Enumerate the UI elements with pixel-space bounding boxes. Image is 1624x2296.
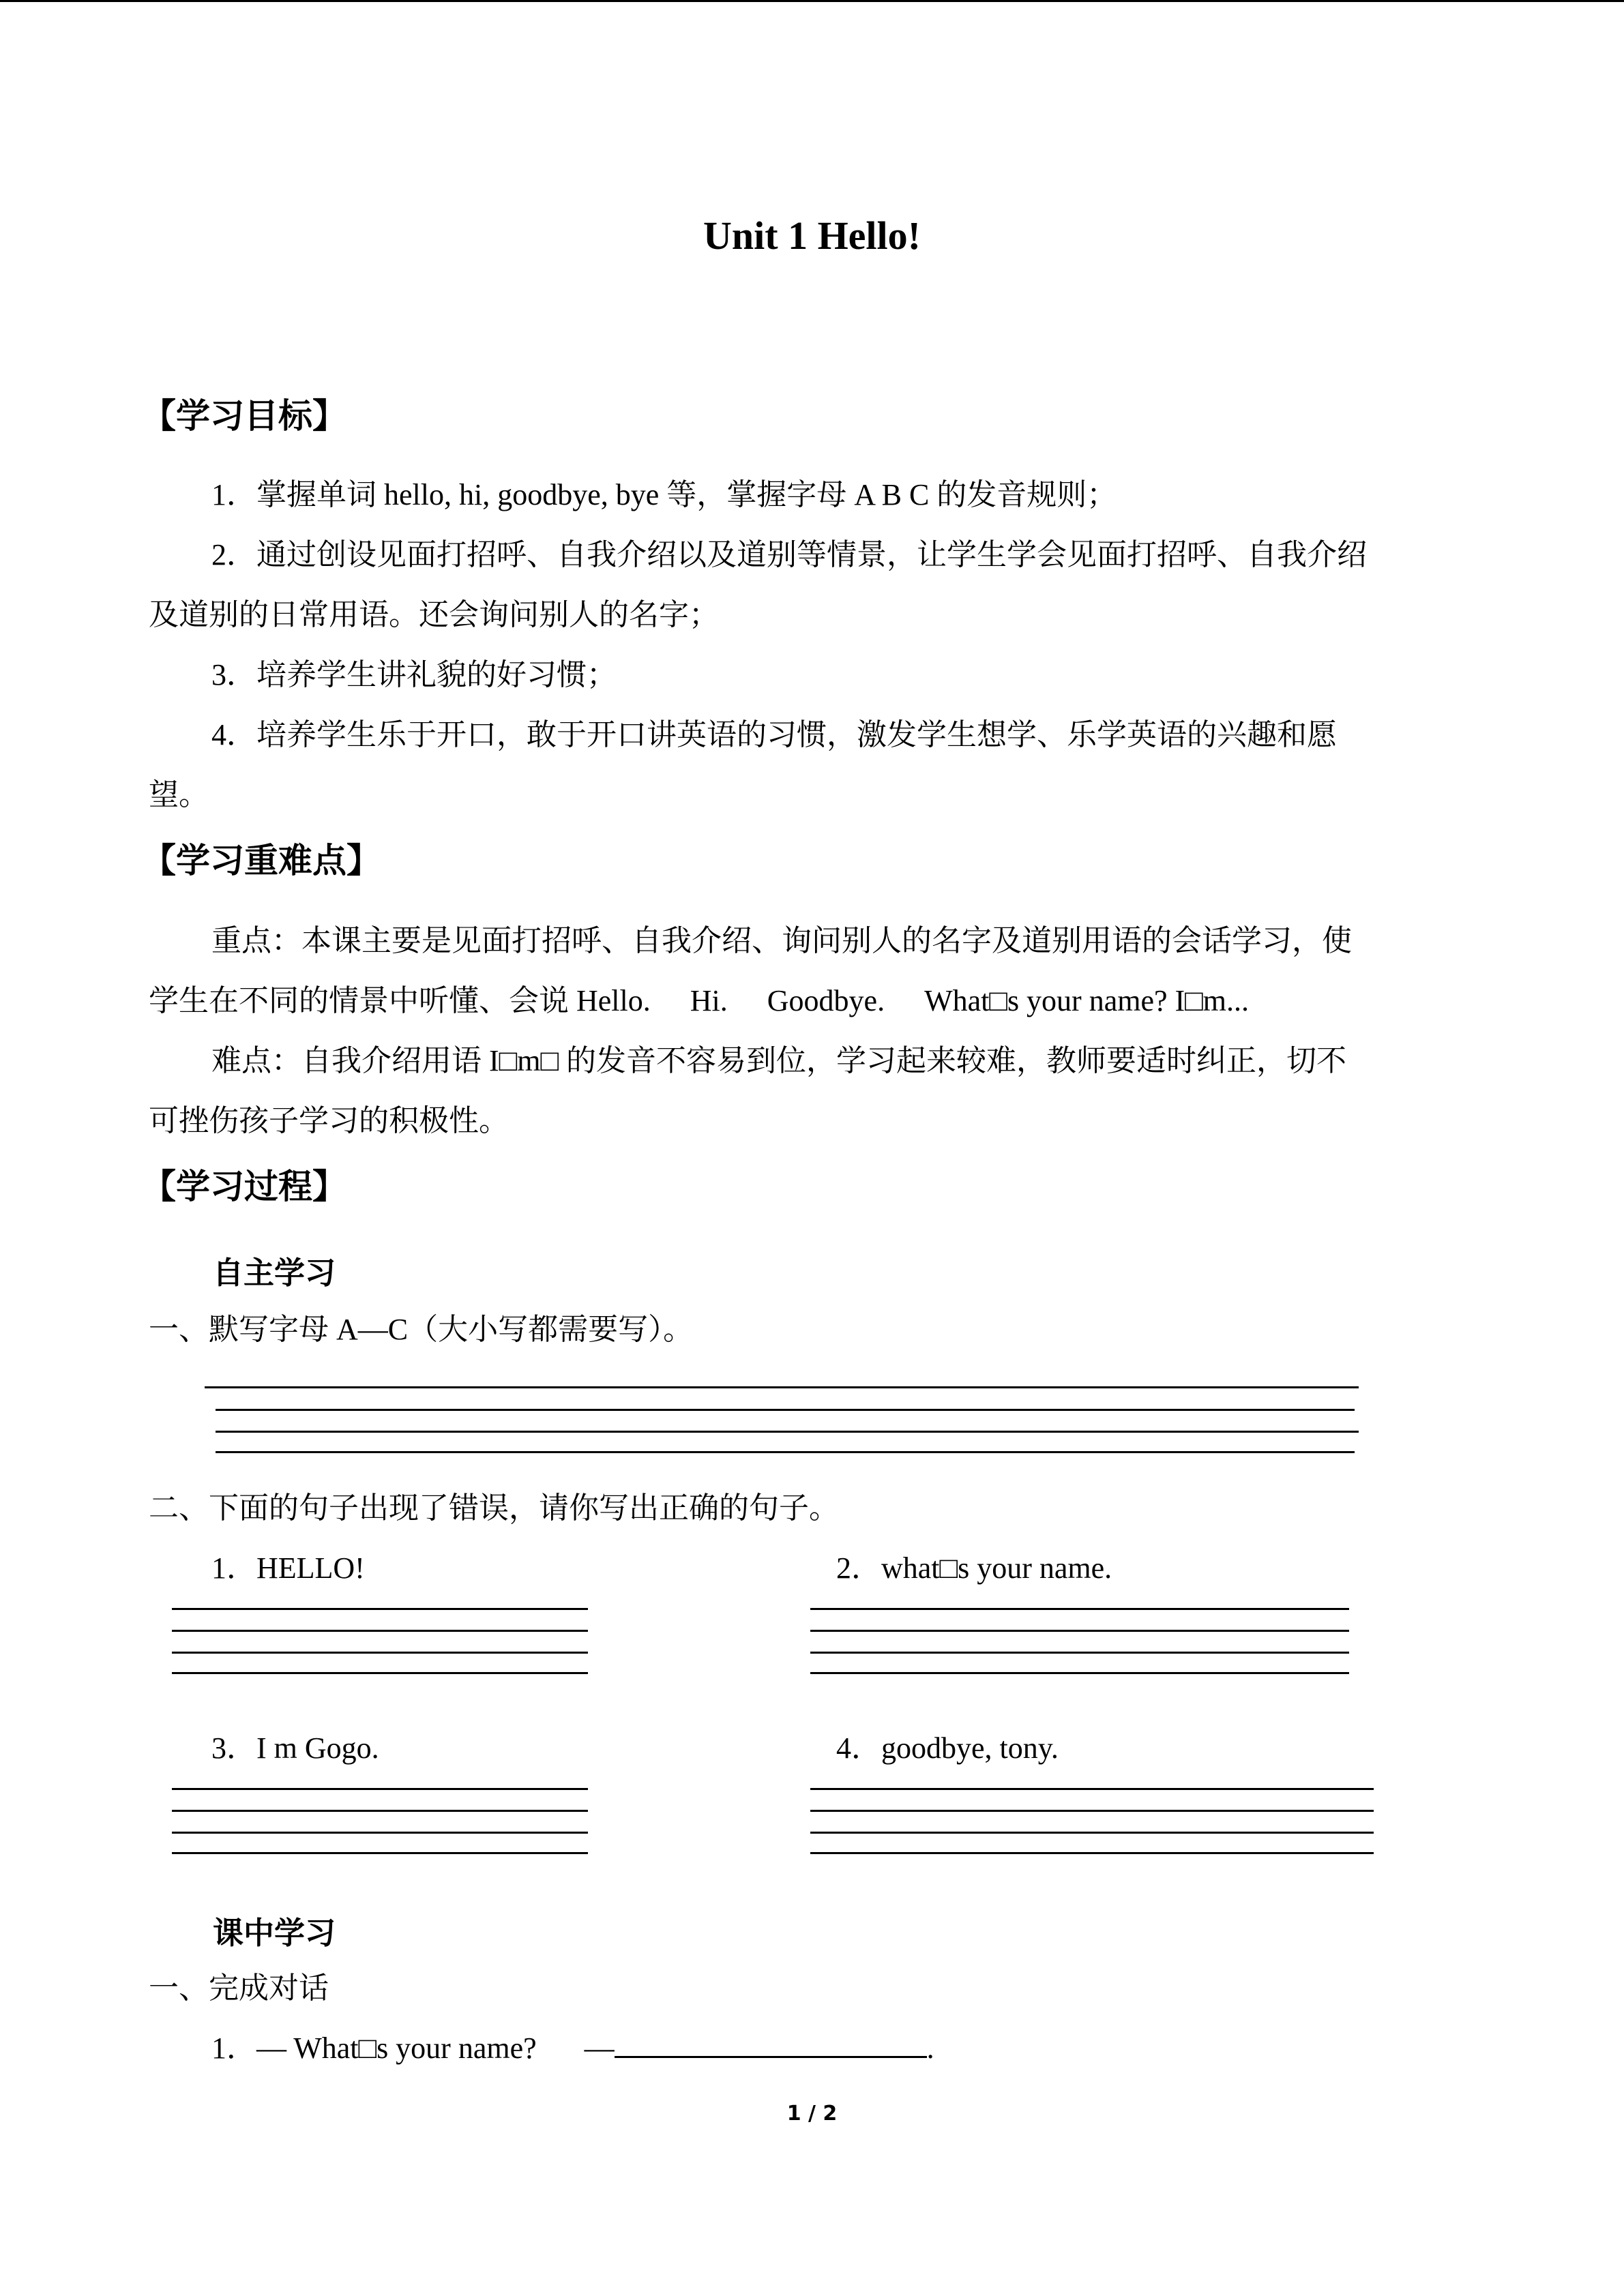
page-number: 1 / 2 xyxy=(786,2102,838,2126)
answer-line[interactable] xyxy=(172,1832,588,1834)
dialog-period: . xyxy=(926,2031,934,2065)
sentence-4: 4．goodbye, tony. xyxy=(836,1731,1059,1765)
subheading-self-study: 自主学习 xyxy=(213,1256,336,1290)
dialog-dash: — xyxy=(584,2031,615,2065)
key-point-line-1: 重点：本课主要是见面打招呼、自我介绍、询问别人的名字及道别用语的会话学习，使 xyxy=(211,924,1352,957)
dialog-item-1 xyxy=(211,2018,934,2078)
section-heading-process: 【学习过程】 xyxy=(142,1167,346,1206)
answer-line[interactable] xyxy=(172,1608,588,1610)
answer-line[interactable] xyxy=(810,1672,1349,1674)
sentence-1: 1．HELLO! xyxy=(211,1551,365,1585)
key-point-line-2 xyxy=(149,971,1249,1031)
key-point-whats-your-name: What□s your name? I□m... xyxy=(924,984,1249,1017)
sentence-2: 2．what□s your name. xyxy=(836,1551,1112,1585)
dialog-question: 一、完成对话 xyxy=(149,1971,329,2005)
difficulty-line-1: 难点：自我介绍用语 I□m□ 的发音不容易到位，学习起来较难，教师要适时纠正，切不 xyxy=(211,1044,1347,1077)
answer-line[interactable] xyxy=(810,1608,1349,1610)
writing-line[interactable] xyxy=(216,1409,1355,1411)
answer-line[interactable] xyxy=(172,1652,588,1654)
answer-line[interactable] xyxy=(810,1788,1374,1790)
question-1: 一、默写字母 A—C（大小写都需要写）。 xyxy=(149,1313,694,1346)
page-top-border xyxy=(0,0,1624,2)
sentence-3: 3．I m Gogo. xyxy=(211,1731,379,1765)
goal-item-3: 3．培养学生讲礼貌的好习惯； xyxy=(211,658,617,691)
answer-line[interactable] xyxy=(810,1832,1374,1834)
goal-item-2: 2．通过创设见面打招呼、自我介绍以及道别等情景，让学生学会见面打招呼、自我介绍 xyxy=(211,538,1367,571)
goal-item-2-cont: 及道别的日常用语。还会询问别人的名字； xyxy=(149,598,719,631)
answer-line[interactable] xyxy=(172,1672,588,1674)
key-point-hi: Hi. xyxy=(690,984,728,1017)
difficulty-line-2: 可挫伤孩子学习的积极性。 xyxy=(149,1104,509,1137)
section-heading-goals: 【学习目标】 xyxy=(142,397,346,435)
answer-line[interactable] xyxy=(810,1810,1374,1812)
answer-line[interactable] xyxy=(172,1810,588,1812)
question-2: 二、下面的句子出现了错误，请你写出正确的句子。 xyxy=(149,1491,839,1525)
answer-line[interactable] xyxy=(810,1652,1349,1654)
goal-item-1: 1．掌握单词 hello, hi, goodbye, bye 等，掌握字母 A B C 的发音规则； xyxy=(211,478,1117,511)
goal-item-4-cont: 望。 xyxy=(149,778,209,811)
key-point-goodbye: Goodbye. xyxy=(767,984,885,1017)
dialog-answer-blank[interactable] xyxy=(615,2029,927,2058)
section-heading-key-points: 【学习重难点】 xyxy=(142,841,381,880)
answer-line[interactable] xyxy=(810,1852,1374,1854)
answer-line[interactable] xyxy=(172,1852,588,1854)
goal-item-4: 4．培养学生乐于开口，敢于开口讲英语的习惯，激发学生想学、乐学英语的兴趣和愿 xyxy=(211,718,1337,751)
writing-line[interactable] xyxy=(205,1386,1359,1388)
subheading-in-class: 课中学习 xyxy=(213,1916,336,1950)
key-point-line-2-prefix: 学生在不同的情景中听懂、会说 Hello. xyxy=(149,984,651,1017)
page-title: Unit 1 Hello! xyxy=(703,213,921,258)
writing-line[interactable] xyxy=(216,1431,1359,1433)
writing-line[interactable] xyxy=(216,1451,1355,1453)
dialog-prompt: 1．— What□s your name? xyxy=(211,2031,537,2065)
answer-line[interactable] xyxy=(810,1630,1349,1632)
answer-line[interactable] xyxy=(172,1788,588,1790)
answer-line[interactable] xyxy=(172,1630,588,1632)
